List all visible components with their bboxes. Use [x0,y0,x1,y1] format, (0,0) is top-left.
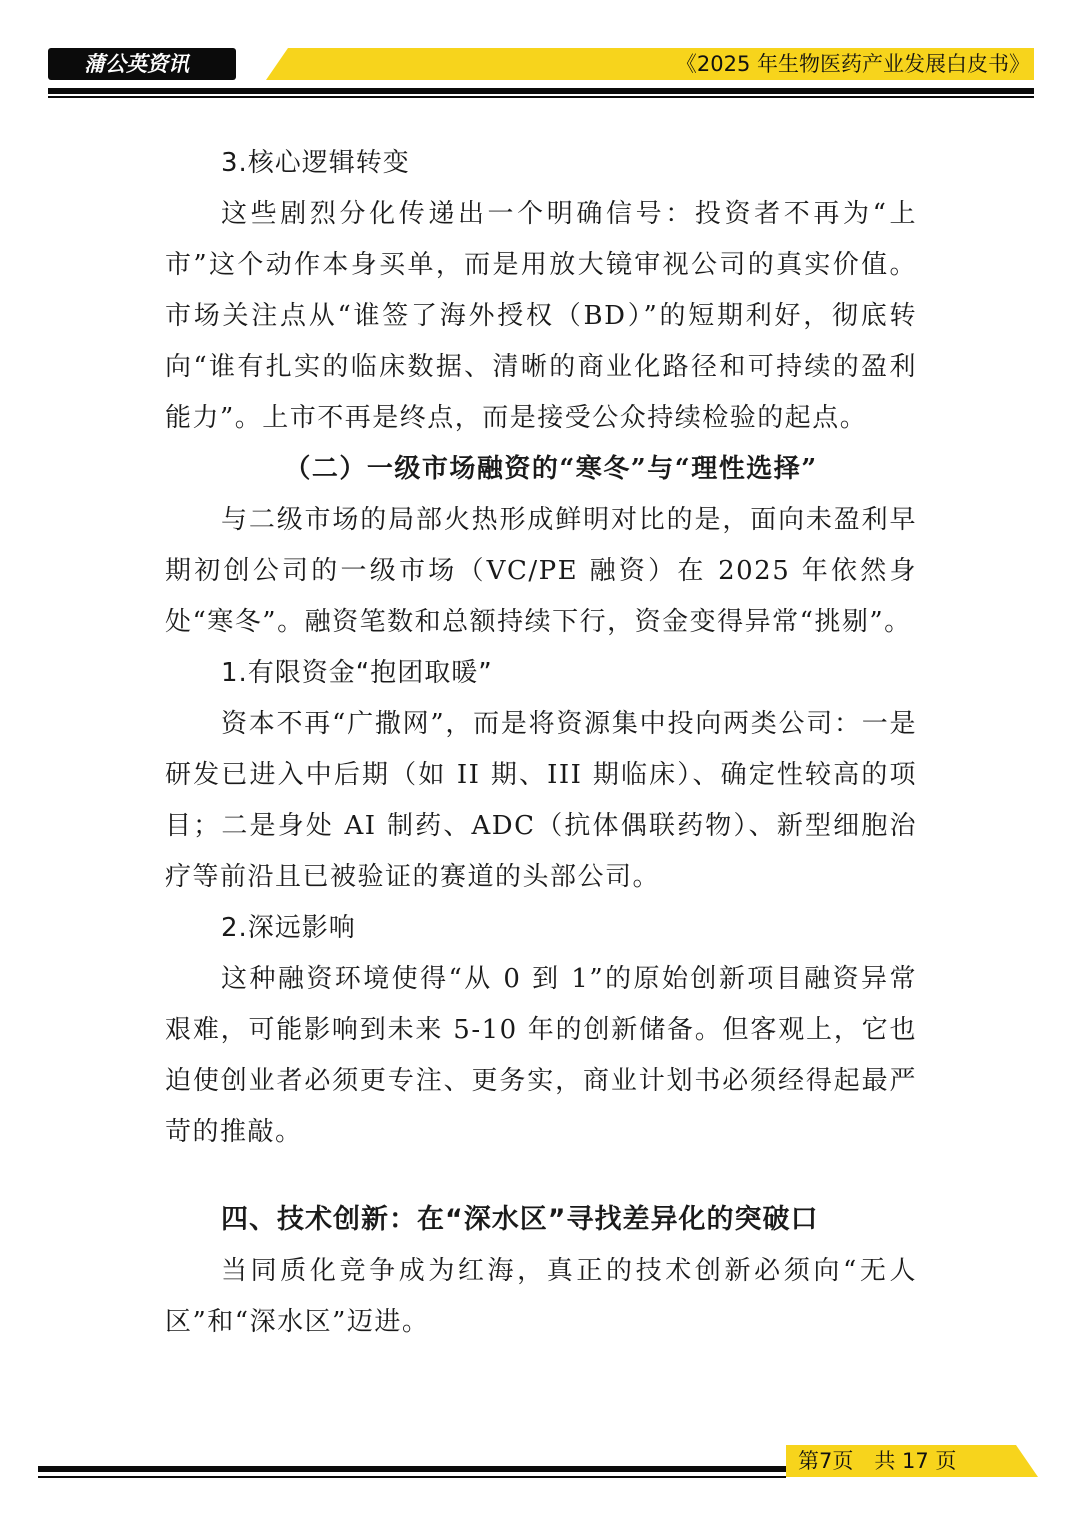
footer-rule-thick [38,1466,786,1472]
paragraph-primary-market: 与二级市场的局部火热形成鲜明对比的是，面向未盈利早期初创公司的一级市场（VC/PE 融资）在 2025 年依然身处“寒冬”。融资笔数和总额持续下行，资金变得异常“挑剔”。 [165,505,917,637]
header-brand-tab [48,48,236,80]
header-rule-thick [48,88,1034,94]
chapter-heading-tech-innovation: 四、技术创新：在“深水区”寻找差异化的突破口 [221,1204,819,1235]
page-content [165,138,917,1348]
section-heading-primary-market: （二）一级市场融资的“寒冬”与“理性选择” [284,454,818,484]
header-doc-title: 《2025 年生物医药产业发展白皮书》 [675,52,1030,76]
subheading-far-reaching-impact: 2.深远影响 [221,913,356,943]
subheading-limited-capital: 1.有限资金“抱团取暖” [221,658,493,688]
header-rule-thin [48,96,1034,98]
footer-rule-thin [38,1476,786,1478]
page-number: 第7页 共 17 页 [798,1449,957,1473]
header-brand: 蒲公英资讯 [84,52,189,76]
paragraph-core-logic: 这些剧烈分化传递出一个明确信号：投资者不再为“上市”这个动作本身买单，而是用放大镜审视公司的真实价值。市场关注点从“谁签了海外授权（BD）”的短期利好，彻底转向“谁有扎实的临床数据、清晰的商业化路径和可持续的盈利能力”。上市不再是终点，而是接受公众持续检验的起点。 [165,199,917,433]
paragraph-limited-capital: 资本不再“广撒网”，而是将资源集中投向两类公司：一是研发已进入中后期（如 II 期、III 期临床）、确定性较高的项目；二是身处 AI 制药、ADC（抗体偶联药物）、新型细胞治疗等前沿且已被验证的赛道的头部公司。 [165,709,917,892]
paragraph-far-reaching-impact: 这种融资环境使得“从 0 到 1”的原始创新项目融资异常艰难，可能影响到未来 5-10 年的创新储备。但客观上，它也迫使创业者必须更专注、更务实，商业计划书必须经得起最严苛的推敲。 [165,964,917,1147]
subheading-core-logic: 3.核心逻辑转变 [221,148,410,178]
paragraph-tech-innovation: 当同质化竞争成为红海，真正的技术创新必须向“无人区”和“深水区”迈进。 [165,1256,917,1337]
